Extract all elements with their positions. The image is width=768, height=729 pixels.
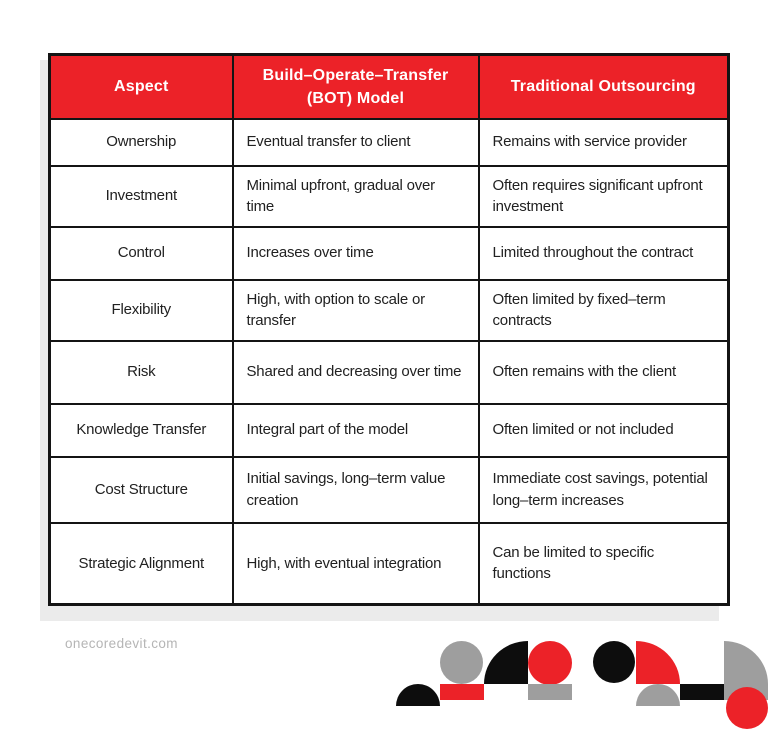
deco-gray-quartercircle — [724, 641, 768, 684]
bot-cell: Shared and decreasing over time — [233, 341, 479, 404]
deco-red-circle-clipped — [726, 687, 768, 729]
traditional-cell: Often limited or not included — [479, 404, 729, 457]
deco-gray-square — [528, 684, 572, 700]
traditional-cell: Immediate cost savings, potential long–term increases — [479, 457, 729, 523]
aspect-cell: Risk — [50, 341, 233, 404]
comparison-table — [48, 53, 730, 606]
aspect-cell: Investment — [50, 166, 233, 227]
column-header-aspect: Aspect — [50, 55, 233, 119]
deco-gray-circle — [440, 641, 483, 684]
aspect-cell: Control — [50, 227, 233, 280]
traditional-cell: Often requires significant upfront investment — [479, 166, 729, 227]
deco-gray-halfcircle — [636, 684, 680, 706]
website-watermark: onecoredevit.com — [65, 636, 178, 651]
bot-cell: High, with eventual integration — [233, 523, 479, 605]
bot-cell: Increases over time — [233, 227, 479, 280]
aspect-cell: Ownership — [50, 119, 233, 166]
bot-cell: Integral part of the model — [233, 404, 479, 457]
aspect-cell: Flexibility — [50, 280, 233, 341]
traditional-cell: Limited throughout the contract — [479, 227, 729, 280]
deco-black-circle — [593, 641, 635, 683]
table-row-control — [50, 227, 729, 280]
deco-black-halfcircle — [396, 684, 440, 706]
deco-red-square — [440, 684, 484, 700]
bot-cell: Initial savings, long–term value creation — [233, 457, 479, 523]
table-row-strategic-alignment — [50, 523, 729, 605]
deco-black-bar — [680, 684, 726, 700]
deco-black-quartercircle — [484, 641, 528, 684]
bot-cell: High, with option to scale or transfer — [233, 280, 479, 341]
traditional-cell: Often remains with the client — [479, 341, 729, 404]
deco-gray-square-2 — [724, 684, 768, 700]
traditional-cell: Can be limited to specific functions — [479, 523, 729, 605]
aspect-cell: Cost Structure — [50, 457, 233, 523]
table-row-ownership — [50, 119, 729, 166]
column-header-bot-model: Build–Operate–Transfer (BOT) Model — [233, 55, 479, 119]
aspect-cell: Strategic Alignment — [50, 523, 233, 605]
bot-cell: Eventual transfer to client — [233, 119, 479, 166]
table-row-knowledge-transfer — [50, 404, 729, 457]
table-row-cost-structure — [50, 457, 729, 523]
table-row-investment — [50, 166, 729, 227]
bot-cell: Minimal upfront, gradual over time — [233, 166, 479, 227]
traditional-cell: Remains with service provider — [479, 119, 729, 166]
deco-red-quartercircle — [636, 641, 680, 684]
table-row-risk — [50, 341, 729, 404]
column-header-traditional: Traditional Outsourcing — [479, 55, 729, 119]
table-row-flexibility — [50, 280, 729, 341]
header-row — [50, 55, 729, 119]
aspect-cell: Knowledge Transfer — [50, 404, 233, 457]
traditional-cell: Often limited by fixed–term contracts — [479, 280, 729, 341]
deco-red-circle — [528, 641, 572, 685]
